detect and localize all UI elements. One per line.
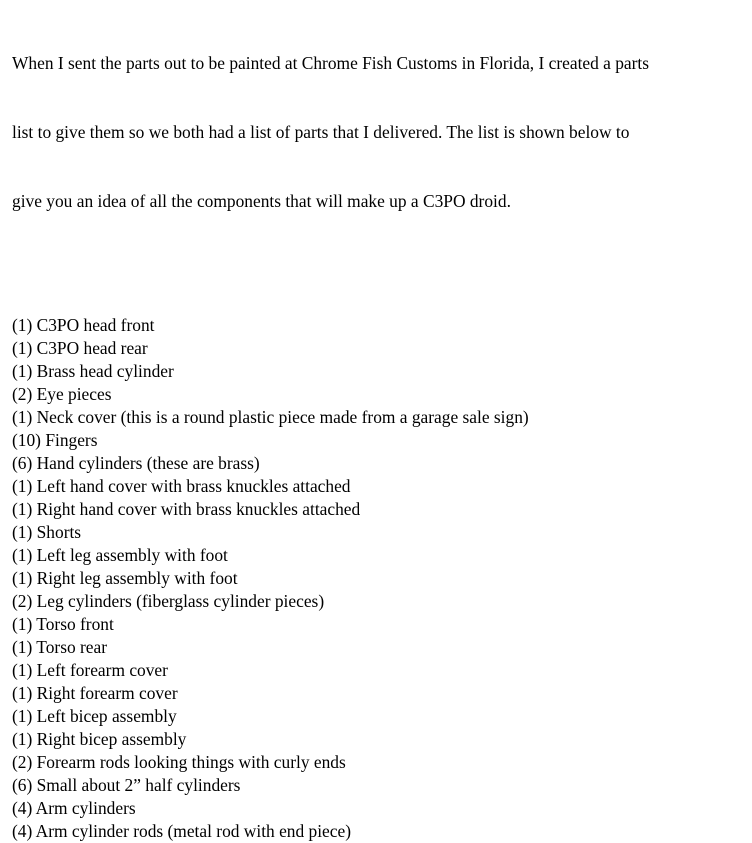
parts-list-item: (1) Neck cover (this is a round plastic piece made from a garage sale sign) xyxy=(12,407,529,427)
parts-list-item: (1) Left forearm cover xyxy=(12,660,168,680)
intro-paragraph xyxy=(12,6,747,259)
document-body xyxy=(12,6,747,843)
intro-line: give you an idea of all the components that will make up a C3PO droid. xyxy=(12,191,511,211)
parts-list-item: (2) Leg cylinders (fiberglass cylinder pieces) xyxy=(12,591,325,611)
parts-list-item: (10) Fingers xyxy=(12,430,98,450)
parts-list-item: (1) Shorts xyxy=(12,522,82,542)
parts-list-item: (6) Hand cylinders (these are brass) xyxy=(12,453,260,473)
parts-list-item: (1) Right bicep assembly xyxy=(12,729,187,749)
parts-list-item: (2) Forearm rods looking things with curly ends xyxy=(12,752,346,772)
parts-list-item: (1) Left leg assembly with foot xyxy=(12,545,228,565)
parts-list xyxy=(12,314,747,843)
parts-list-item: (1) C3PO head front xyxy=(12,315,155,335)
parts-list-item: (1) Left bicep assembly xyxy=(12,706,177,726)
paragraph-spacer xyxy=(12,259,747,314)
parts-list-item: (4) Arm cylinder rods (metal rod with end piece) xyxy=(12,821,352,841)
intro-line: When I sent the parts out to be painted at Chrome Fish Customs in Florida, I created a parts xyxy=(12,53,650,73)
parts-list-item: (1) Brass head cylinder xyxy=(12,361,174,381)
parts-list-item: (1) Right forearm cover xyxy=(12,683,178,703)
parts-list-item: (6) Small about 2” half cylinders xyxy=(12,775,241,795)
parts-list-item: (2) Eye pieces xyxy=(12,384,112,404)
parts-list-item: (4) Arm cylinders xyxy=(12,798,136,818)
parts-list-item: (1) Left hand cover with brass knuckles attached xyxy=(12,476,351,496)
parts-list-item: (1) Torso front xyxy=(12,614,114,634)
parts-list-item: (1) Right leg assembly with foot xyxy=(12,568,238,588)
parts-list-item: (1) C3PO head rear xyxy=(12,338,148,358)
intro-line: list to give them so we both had a list of parts that I delivered. The list is shown below to xyxy=(12,122,630,142)
parts-list-item: (1) Right hand cover with brass knuckles attached xyxy=(12,499,361,519)
parts-list-item: (1) Torso rear xyxy=(12,637,108,657)
